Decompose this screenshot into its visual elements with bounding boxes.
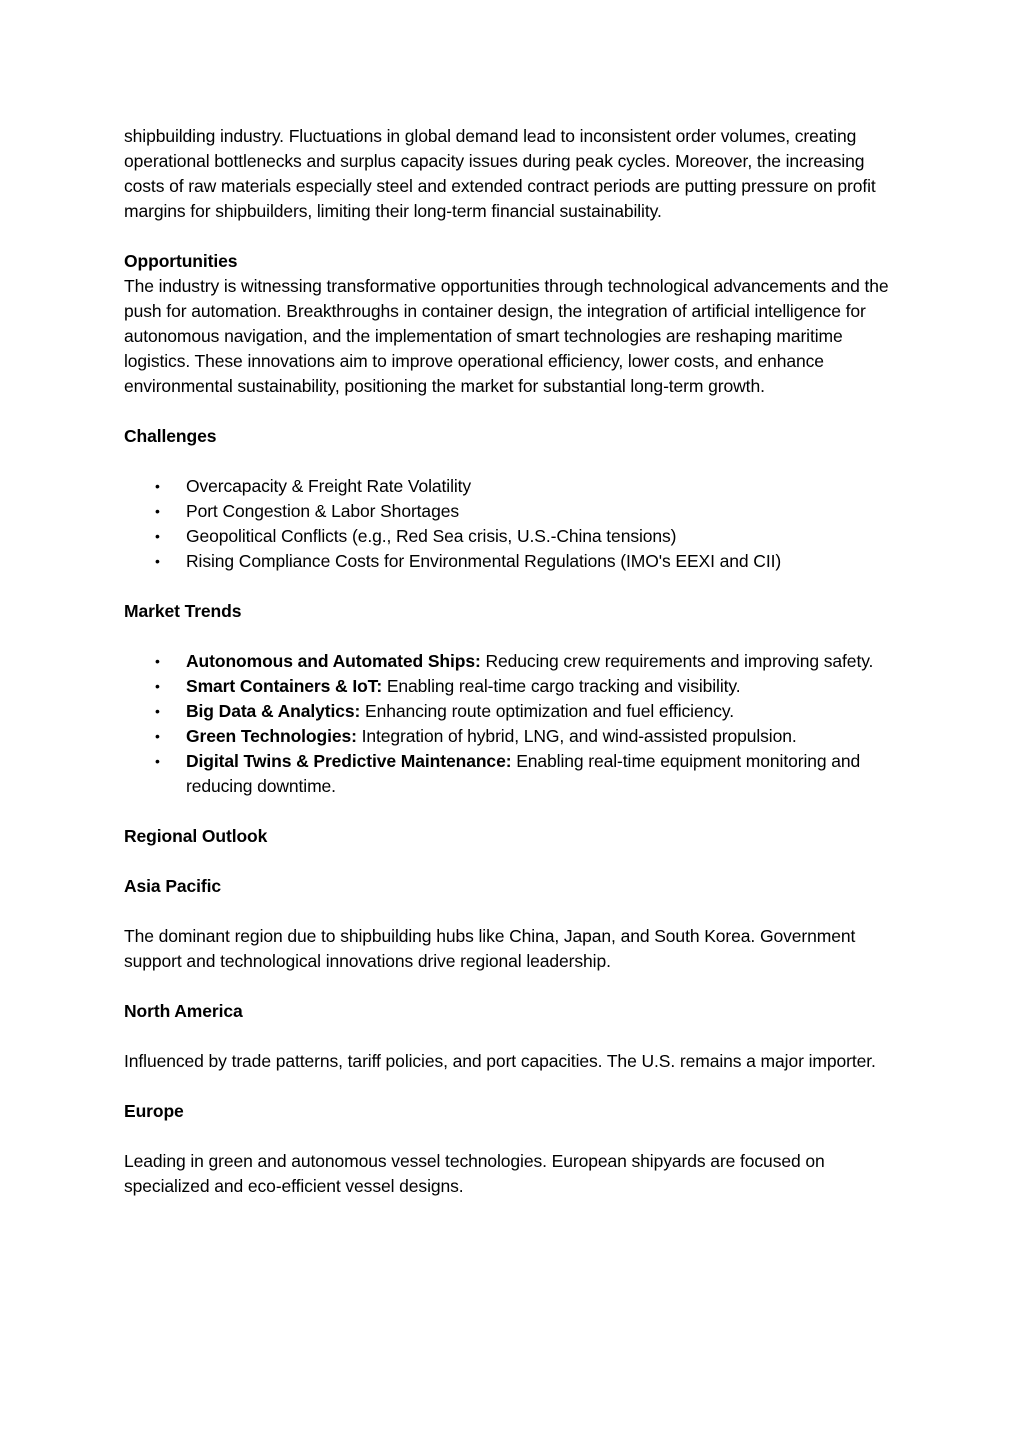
region-heading-north-america: North America bbox=[124, 1001, 243, 1021]
trend-text: Enhancing route optimization and fuel efficiency. bbox=[360, 701, 734, 721]
region-heading-europe: Europe bbox=[124, 1101, 184, 1121]
bullet-icon: • bbox=[155, 528, 160, 544]
trend-text: Enabling real-time cargo tracking and visibility. bbox=[382, 676, 741, 696]
document-page bbox=[124, 124, 894, 1224]
bullet-icon: • bbox=[155, 503, 160, 519]
trend-text: Enabling real-time equipment monitoring and reducing downtime. bbox=[186, 751, 861, 796]
trend-label: Digital Twins & Predictive Maintenance: bbox=[186, 751, 512, 771]
bullet-icon: • bbox=[155, 478, 160, 494]
trend-label: Autonomous and Automated Ships: bbox=[186, 651, 481, 671]
intro-paragraph: shipbuilding industry. Fluctuations in global demand lead to inconsistent order volumes, creating operational bottlenecks and surplus capacity issues during peak cycles. Moreover, the increasing costs of raw materials especially steel and extended contract periods are putting pressure on profit margins for shipbuilders, limiting their long-term financial sustainability. bbox=[124, 126, 876, 221]
trend-label: Smart Containers & IoT: bbox=[186, 676, 383, 696]
opportunities-paragraph: The industry is witnessing transformative opportunities through technological advancements and the push for automation. Breakthroughs in container design, the integration of artificial intelligence for autonomous navigation, and the implementation of smart technologies are reshaping maritime logistics. These innovations aim to improve operational efficiency, lower costs, and enhance environmental sustainability, positioning the market for substantial long-term growth. bbox=[124, 276, 889, 396]
trend-text: Reducing crew requirements and improving safety. bbox=[480, 651, 874, 671]
challenge-text: Rising Compliance Costs for Environmental Regulations (IMO's EEXI and CII) bbox=[186, 551, 782, 571]
trend-label: Green Technologies: bbox=[186, 726, 357, 746]
market-trends-heading: Market Trends bbox=[124, 601, 242, 621]
list-item bbox=[155, 674, 894, 699]
challenge-text: Geopolitical Conflicts (e.g., Red Sea crisis, U.S.-China tensions) bbox=[186, 526, 677, 546]
opportunities-heading: Opportunities bbox=[124, 251, 238, 271]
region-paragraph-europe: Leading in green and autonomous vessel technologies. European shipyards are focused on specialized and eco-efficient vessel designs. bbox=[124, 1151, 825, 1196]
list-item bbox=[155, 699, 894, 724]
bullet-icon: • bbox=[155, 553, 160, 569]
region-paragraph-asia-pacific: The dominant region due to shipbuilding hubs like China, Japan, and South Korea. Government support and technological innovations drive regional leadership. bbox=[124, 926, 856, 971]
list-item bbox=[155, 474, 894, 499]
list-item bbox=[155, 724, 894, 749]
list-item bbox=[155, 549, 894, 574]
region-heading-asia-pacific: Asia Pacific bbox=[124, 876, 222, 896]
bullet-icon: • bbox=[155, 728, 160, 744]
regional-outlook-heading: Regional Outlook bbox=[124, 826, 268, 846]
list-item bbox=[155, 649, 894, 674]
challenge-text: Port Congestion & Labor Shortages bbox=[186, 501, 459, 521]
challenges-list bbox=[124, 474, 894, 574]
market-trends-list bbox=[124, 649, 894, 799]
bullet-icon: • bbox=[155, 678, 160, 694]
region-paragraph-north-america: Influenced by trade patterns, tariff policies, and port capacities. The U.S. remains a major importer. bbox=[124, 1051, 876, 1071]
list-item bbox=[155, 524, 894, 549]
trend-label: Big Data & Analytics: bbox=[186, 701, 361, 721]
challenges-heading: Challenges bbox=[124, 426, 217, 446]
list-item bbox=[155, 749, 894, 799]
challenge-text: Overcapacity & Freight Rate Volatility bbox=[186, 476, 472, 496]
list-item bbox=[155, 499, 894, 524]
bullet-icon: • bbox=[155, 653, 160, 669]
trend-text: Integration of hybrid, LNG, and wind-assisted propulsion. bbox=[356, 726, 797, 746]
bullet-icon: • bbox=[155, 753, 160, 769]
bullet-icon: • bbox=[155, 703, 160, 719]
